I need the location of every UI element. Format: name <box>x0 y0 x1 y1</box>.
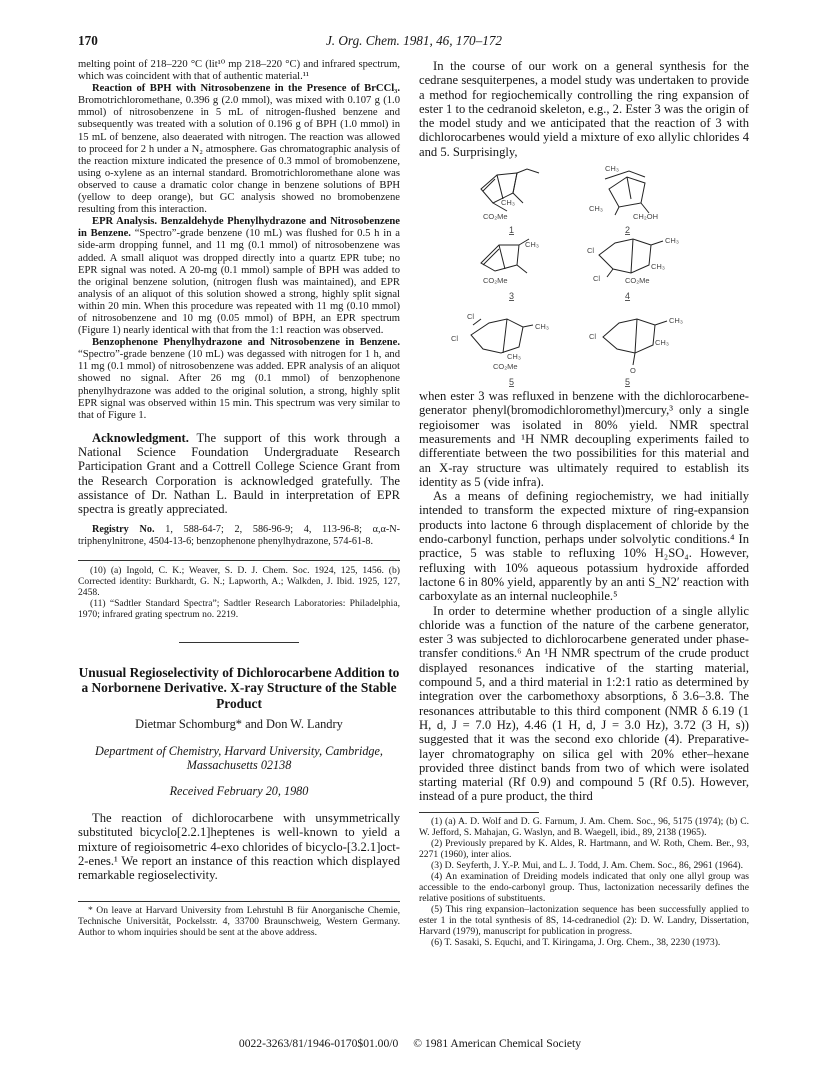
registry-body: 1, 588-64-7; 2, 586-96-9; 4, 113-96-8; α,α-N-triphenylnitrone, 4504-13-6; benzophenone phenylhydrazone, 574-61-8. <box>78 523 400 547</box>
s3-group: CO₂Me <box>483 276 508 286</box>
bph-section <box>78 83 400 216</box>
registry-label: Registry No. <box>92 523 155 535</box>
registry <box>78 524 400 548</box>
s5-label: 5 <box>509 377 515 388</box>
s6-methyl1: CH₃ <box>669 316 683 326</box>
benzo-heading: Benzophenone Phenylhydrazone and Nitrosobenzene in Benzene. <box>92 337 400 349</box>
reference-3: (3) D. Seyferth, J. Y.-P. Mui, and L. J. Todd, J. Am. Chem. Soc., 86, 2961 (1964). <box>431 859 744 871</box>
paragraph-3: As a means of defining regiochemistry, we had initially intended to transform the expected mixture of ring-expansion products into lactone 6 through displacement of chloride by the endo-carbonyl function, perhaps under solvolytic conditions.⁴ In practice, 5 was stable to refluxing 10% H₂SO₄. However, refluxing with 10% aqueous potassium hydroxide afforded lactone 6 in 80% yield, apparently by an anti S_N2′ reaction with carboxylate as an internal nucleophile.⁵ <box>419 489 749 604</box>
s4-cl2: Cl <box>593 274 601 284</box>
s4-cl1: Cl <box>587 246 595 256</box>
s4-methyl1: CH₃ <box>665 236 679 246</box>
epr-heading: EPR Analysis. Benzaldehyde Phenylhydrazone and Nitrosobenzene in Benzene. <box>78 216 400 240</box>
s6-oxygen: O <box>630 366 636 376</box>
right-column <box>419 59 749 948</box>
ack-heading: Acknowledgment. <box>92 430 189 445</box>
s2-methyl-top: CH₃ <box>605 164 619 174</box>
abstract: The reaction of dichlorocarbene with unsymmetrically substituted bicyclo[2.2.1]heptenes is well-known to yield a mixture of regioisometric 4-exo chlorides of bicyclo-[3.2.1]oct-2-enes.¹ We report an instance of this reaction which displayed remarkable regioselectivity. <box>78 811 400 883</box>
acknowledgment <box>78 431 400 517</box>
author-note: * On leave at Harvard University from Lehrstuhl B für Anorganische Chemie, Technische Universität, Pockelsstr. 4, 33700 Braunschweig, Western Germany. Author to whom inquiries should be sent at the above address. <box>78 904 400 938</box>
reference-2: (2) Previously prepared by K. Aldes, R. Hartmann, and W. Roth, Chem. Ber., 93, 2271 (1960), inter alios. <box>419 837 749 860</box>
s1-group: CO₂Me <box>483 212 508 222</box>
chemical-structures <box>419 159 749 389</box>
s3-label: 3 <box>509 291 515 302</box>
s4-group: CO₂Me <box>625 276 650 286</box>
journal-citation: J. Org. Chem. 1981, 46, 170–172 <box>325 33 503 48</box>
benzo-body: “Spectro”-grade benzene (10 mL) was degassed with nitrogen for 1 h, and 11 mg (0.1 mmol) of nitrosobenzene was added. EPR analysis of an aliquot showed no signal. After 26 mg (0.1 mmol) of benzophenone phenylhydrazone was added to the original solution, a strong, highly split EPR signal was observed within 15 min. This spectrum was very similar to that of Figure 1. <box>78 349 400 421</box>
s2-label: 2 <box>625 225 631 236</box>
page-footer <box>0 1037 820 1050</box>
s6-cl: Cl <box>589 332 597 342</box>
s2-methyl-left: CH₃ <box>589 204 603 214</box>
right-references <box>419 816 749 948</box>
left-references <box>78 565 400 620</box>
intro-paragraph: melting point of 218–220 °C (lit¹⁰ mp 218–220 °C) and infrared spectrum, which was coincident with that of authentic material.¹¹ <box>78 59 400 83</box>
received-date: Received February 20, 1980 <box>169 784 309 799</box>
bph-heading: Reaction of BPH with Nitrosobenzene in the Presence of BrCCl₃. <box>92 83 400 95</box>
structure-5 <box>471 319 533 353</box>
footer-copyright: © 1981 American Chemical Society <box>413 1037 582 1050</box>
reference-10: (10) (a) Ingold, C. K.; Weaver, S. D. J. Chem. Soc. 1924, 125, 1456. (b) Corrected identity: Burkhardt, G. N.; Lapworth, A.; Walkden, J. Ibid. 1925, 127, 2458. <box>78 564 400 598</box>
page-header <box>78 33 750 49</box>
paragraph-1: In the course of our work on a general synthesis for the cedrane sesquiterpenes, a model study was undertaken to provide a method for regiochemically controlling the ring expansion of ester 1 to the cedranoid skeleton, e.g., 2. Ester 3 was the origin of the model study and we anticipated that the reaction of 3 with dichlorocarbenes would yield a mixture of exo allylic chlorides 4 and 5. Surprisingly, <box>419 59 749 159</box>
s5-cl1: Cl <box>467 312 475 322</box>
s2-group: CH₂OH <box>633 212 658 222</box>
right-references-divider <box>419 812 539 813</box>
s5-methyl2: CH₃ <box>507 352 521 362</box>
s5-cl2: Cl <box>451 334 459 344</box>
s6-methyl2: CH₃ <box>655 338 669 348</box>
ack-body: The support of this work through a National Science Foundation Undergraduate Research Participation Grant and a Cottrell College Science Grant from the Research Corporation is acknowledged gratefully. The assistance of Dr. Nathan L. Bauld in interpretation of EPR spectra is greatly appreciated. <box>78 430 400 517</box>
page-number: 170 <box>78 33 98 48</box>
epr-section <box>78 216 400 337</box>
s1-methyl: CH₃ <box>501 198 515 208</box>
benzo-section <box>78 337 400 422</box>
s1-label: 1 <box>509 225 515 236</box>
epr-body: “Spectro”-grade benzene (10 mL) was flushed for 0.5 h in a side-arm dropping funnel, and 11 mg (0.1 mmol) of nitrosobenzene was added. A small aliquot was dropped directly into a quartz EPR tube; no EPR signal was noted. A 20-mg (0.1 mmol) sample of BPH was added to the original benzene solution, (nitrogen flush was maintained), and EPR analysis of an aliquot of this solution showed a strong, highly split signal within 20 min. When this procedure was repeated with 11 mg (0.10 mmol) of nitrosobenzene and 10 mg (0.05 mmol) of BPH, an EPR spectrum (Figure 1) nearly identical with that from the 1:1 reaction was observed. <box>78 228 400 337</box>
s5-methyl1: CH₃ <box>535 322 549 332</box>
structure-3 <box>481 239 529 273</box>
references-divider <box>78 560 400 561</box>
footer-code: 0022-3263/81/1946-0170$01.00/0 <box>238 1037 399 1050</box>
article-divider <box>179 642 299 643</box>
reference-4: (4) An examination of Dreiding models indicated that only one allyl group was accessible to the endo-carbonyl group. Thus, lactonization necessarily defines the relative positions of substituents. <box>419 870 749 904</box>
article-title: Unusual Regioselectivity of Dichlorocarbene Addition to a Norbornene Derivative. X-ray Structure of the Stable Product <box>78 664 400 711</box>
paragraph-2: when ester 3 was refluxed in benzene with the dichlorocarbene-generator phenyl(bromodichloromethyl)mercury,³ only a single regioisomer was isolated in 80% yield. NMR spectral measurements and ¹H NMR decoupling experiments failed to differentiate between the two possibilities for this material and an X-ray structure was ultimately required to establish its identity as 5 (vide infra). <box>419 389 749 489</box>
reference-1: (1) (a) A. D. Wolf and D. G. Farnum, J. Am. Chem. Soc., 96, 5175 (1974); (b) C. W. Jefford, S. Mahajan, G. Waslyn, and B. Waegell, ibid., 89, 2138 (1965). <box>419 815 749 838</box>
structure-4 <box>599 239 663 277</box>
left-column <box>78 59 400 938</box>
reference-5: (5) This ring expansion–lactonization sequence has been successfully applied to ester 1 in the total synthesis of 8S, 14-cedranediol (2): D. W. Landry, Dissertation, Harvard (1979), manuscript for publication in progress. <box>419 903 749 937</box>
paragraph-4: In order to determine whether production of a single allylic chloride was a function of the nature of the carbene generator, ester 3 was subjected to dichlorocarbene generated under phase-transfer conditions.⁶ An ¹H NMR spectrum of the crude product displayed resonances indicative of the starting material, compound 5, and a third material in 1:2:1 ratio as determined by integration over the carbomethoxy absorptions, δ 3.6–3.8. The resonances attributable to this third component (NMR δ 6.19 (1 H, d, J = 7.0 Hz), 4.46 (1 H, d, J = 3.0 Hz), 3.72 (3 H, s)) suggested that it was the second exo chloride (4). Preparative-layer chromatography on silica gel with 20% ether–hexane provided three distinct bands from two of which were isolated starting material (Rf 0.9) and compound 5 (Rf 0.5). However, instead of a pure product, the third <box>419 603 749 804</box>
s4-label: 4 <box>625 291 631 302</box>
author-note-divider <box>78 901 400 902</box>
structure-2 <box>605 171 649 215</box>
bph-body: Bromotrichloromethane, 0.396 g (2.0 mmol), was mixed with 0.107 g (1.0 mmol) of nitrosobenzene in 5 mL of nitrogen-flushed benzene and subsequently was treated with a solution of 0.196 g of BPH (1.0 mmol) in 15 mL of benzene, also deaerated with nitrogen. The reaction was allowed to proceed for 2 h under a N₂ atmosphere. Gas chromatographic analysis of the reaction mixture indicated the presence of 0.3 mmol of bromobenzene, using o-xylene as an internal standard. Bromotrichloromethane alone was observed to cause a dramatic color change in benzene solutions of BPH (yellow to deep orange), but GC analysis showed no bromobenzene resulting from this interaction. <box>78 95 400 216</box>
s5-group: CO₂Me <box>493 362 518 372</box>
author-affiliation: Department of Chemistry, Harvard University, Cambridge, Massachusetts 02138 <box>95 744 383 773</box>
structures-figure <box>419 159 749 389</box>
article-authors: Dietmar Schomburg* and Don W. Landry <box>135 717 343 732</box>
s4-methyl2: CH₃ <box>651 262 665 272</box>
s6-label: 5 <box>625 377 631 388</box>
reference-11: (11) “Sadtler Standard Spectra”; Sadtler Research Laboratories: Philadelphia, 1970; infrared grating spectrum no. 2219. <box>78 597 400 620</box>
reference-6: (6) T. Sasaki, S. Equchi, and T. Kiringama, J. Org. Chem., 38, 2230 (1973). <box>431 936 721 948</box>
s3-methyl: CH₃ <box>525 240 539 250</box>
